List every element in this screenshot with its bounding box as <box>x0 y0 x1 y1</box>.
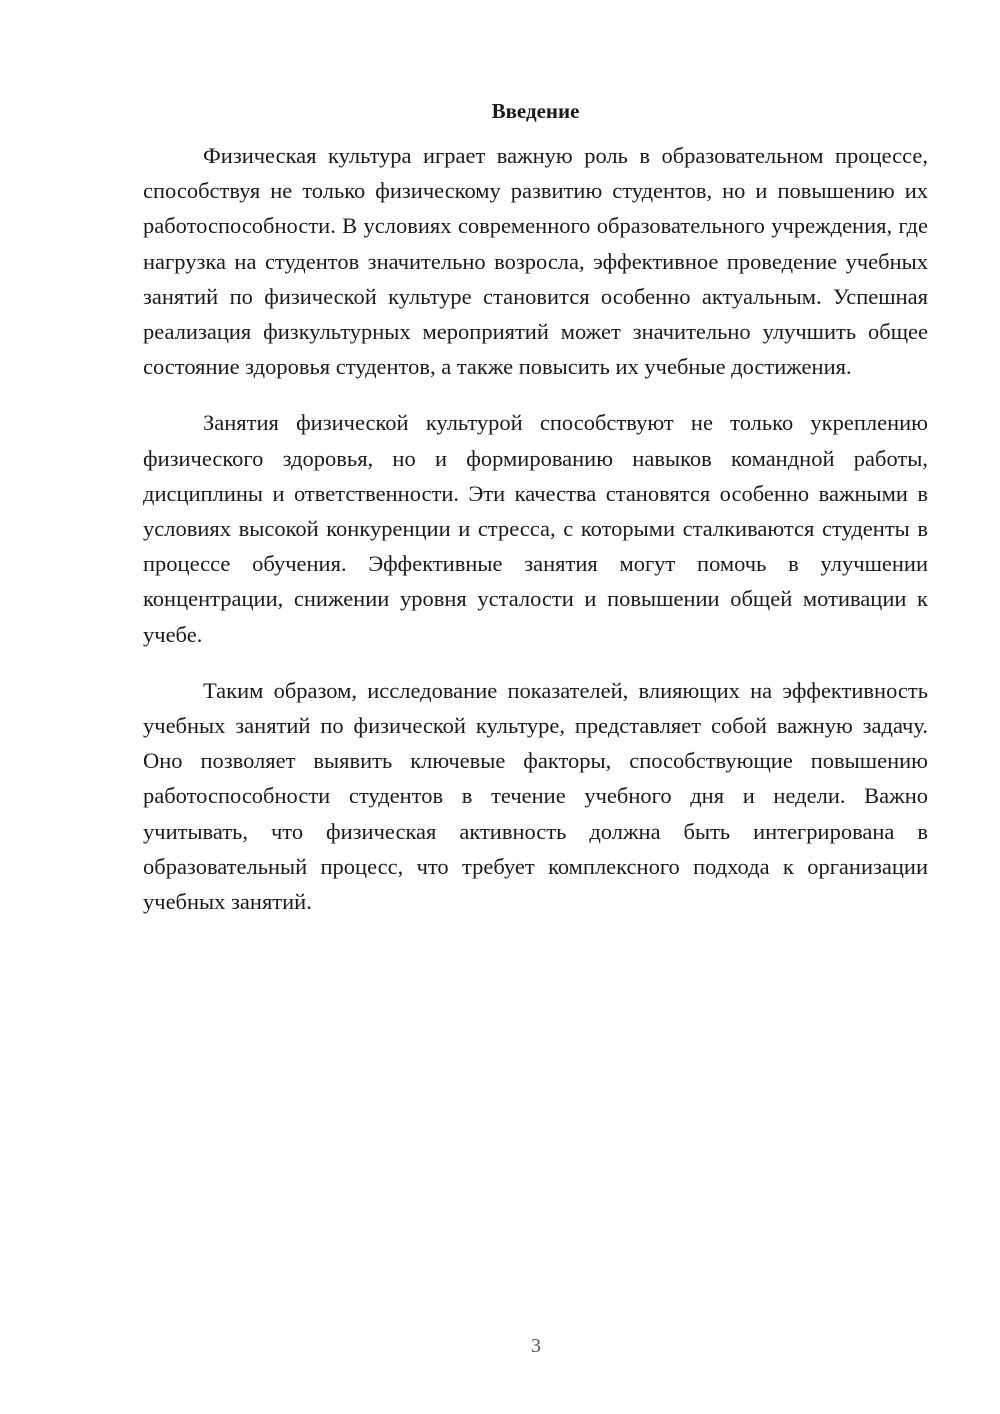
document-body <box>143 96 928 940</box>
paragraph-1: Физическая культура играет важную роль в образовательном процессе, способствуя не только физическому развитию студентов, но и повышению их работоспособности. В условиях современного образовательного учреждения, где нагрузка на студентов значительно возросла, эффективное проведение учебных занятий по физической культуре становится особенно актуальным. Успешная реализация физкультурных мероприятий может значительно улучшить общее состояние здоровья студентов, а также повысить их учебные достижения. <box>143 143 928 380</box>
paragraph-3: Таким образом, исследование показателей, влияющих на эффективность учебных занятий по физической культуре, представляет собой важную задачу. Оно позволяет выявить ключевые факторы, способствующие повышению работоспособности студентов в течение учебного дня и недели. Важно учитывать, что физическая активность должна быть интегрирована в образовательный процесс, что требует комплексного подхода к организации учебных занятий. <box>143 677 928 915</box>
paragraph-2: Занятия физической культурой способствуют не только укреплению физического здоровья, но и формированию навыков командной работы, дисциплины и ответственности. Эти качества становятся особенно важными в условиях высокой конкуренции и стресса, с которыми сталкиваются студенты в процессе обучения. Эффективные занятия могут помочь в улучшении концентрации, снижении уровня усталости и повышении общей мотивации к учебе. <box>143 410 928 647</box>
page-number: 3 <box>531 1335 541 1357</box>
section-heading: Введение <box>491 99 580 123</box>
